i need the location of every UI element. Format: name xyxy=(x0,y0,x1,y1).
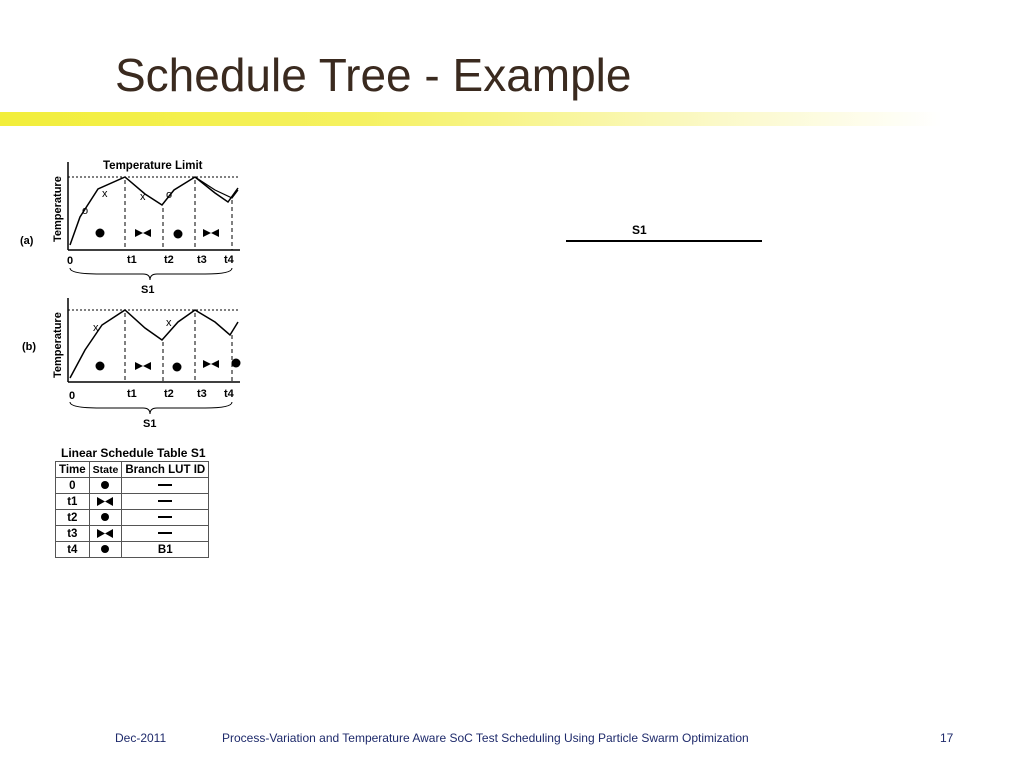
row-branch xyxy=(122,478,209,494)
panel-a-state-dot-1 xyxy=(96,229,105,238)
panel-a-state-bowtie-1 xyxy=(135,229,151,237)
panel-a-tick-t3: t3 xyxy=(197,254,207,266)
footer-date: Dec-2011 xyxy=(115,731,167,745)
panel-b-tick-t2: t2 xyxy=(164,388,174,400)
row-time: 0 xyxy=(56,478,90,494)
row-time: t2 xyxy=(56,510,90,526)
panel-b-tick-t4: t4 xyxy=(224,388,234,400)
panel-b-marker-1: x xyxy=(93,322,99,334)
panel-a-tick-t4: t4 xyxy=(224,254,234,266)
state-dot-icon xyxy=(101,545,109,553)
dash-icon xyxy=(158,532,172,534)
temperature-profile-figure xyxy=(0,150,250,470)
panel-b-tick-t1: t1 xyxy=(127,388,137,400)
panel-b-tick-0: 0 xyxy=(69,390,76,402)
row-branch: B1 xyxy=(122,542,209,558)
state-bowtie-icon xyxy=(97,497,113,506)
panel-b-state-dot-3 xyxy=(232,359,241,368)
panel-b-tick-t3: t3 xyxy=(197,388,207,400)
row-time: t3 xyxy=(56,526,90,542)
header-state: State xyxy=(89,462,122,478)
row-state xyxy=(89,526,122,542)
row-state xyxy=(89,542,122,558)
row-time: t1 xyxy=(56,494,90,510)
slide-title: Schedule Tree - Example xyxy=(115,49,632,101)
header-branch-lut-id: Branch LUT ID xyxy=(122,462,209,478)
table-row xyxy=(56,494,209,510)
dash-icon xyxy=(158,500,172,502)
panel-a-brace xyxy=(70,268,232,280)
row-state xyxy=(89,478,122,494)
row-branch xyxy=(122,526,209,542)
footer-title: Process-Variation and Temperature Aware SoC Test Scheduling Using Particle Swarm Optimization xyxy=(222,731,749,745)
panel-b-state-dot-1 xyxy=(96,362,105,371)
table-row xyxy=(56,478,209,494)
panel-a-tick-t2: t2 xyxy=(164,254,174,266)
row-state xyxy=(89,510,122,526)
panel-a-marker-3: x xyxy=(140,191,146,203)
temperature-limit-label: Temperature Limit xyxy=(103,160,203,172)
row-branch xyxy=(122,510,209,526)
state-dot-icon xyxy=(101,481,109,489)
state-bowtie-icon xyxy=(97,529,113,538)
panel-b-y-axis-label: Temperature xyxy=(52,312,64,378)
panel-a-tick-t1: t1 xyxy=(127,254,137,266)
panel-b-schedule-label: S1 xyxy=(143,418,157,430)
title-underline-bar xyxy=(0,112,1024,126)
linear-schedule-table-block xyxy=(55,446,225,558)
panel-a-label: (a) xyxy=(20,235,34,247)
tree-node-s1-line xyxy=(566,240,762,242)
panel-a-schedule-label: S1 xyxy=(141,284,155,296)
panel-a-temperature-curve xyxy=(70,177,238,245)
state-dot-icon xyxy=(101,513,109,521)
table-row xyxy=(56,542,209,558)
table-row xyxy=(56,526,209,542)
panel-b-state-bowtie-2 xyxy=(203,360,219,368)
row-state xyxy=(89,494,122,510)
panel-a-marker-2: x xyxy=(102,188,108,200)
tree-node-s1-label: S1 xyxy=(632,223,647,237)
table-row xyxy=(56,510,209,526)
row-branch xyxy=(122,494,209,510)
panel-b-state-dot-2 xyxy=(173,363,182,372)
dash-icon xyxy=(158,484,172,486)
footer-page-number: 17 xyxy=(940,731,954,745)
row-time: t4 xyxy=(56,542,90,558)
schedule-table-caption: Linear Schedule Table S1 xyxy=(61,446,206,460)
panel-b-brace xyxy=(70,402,232,414)
panel-a-y-axis-label: Temperature xyxy=(52,176,64,242)
panel-b-marker-2: x xyxy=(166,317,172,329)
header-time: Time xyxy=(56,462,90,478)
panel-a-marker-4: o xyxy=(166,189,173,201)
panel-a-tick-0: 0 xyxy=(67,255,74,267)
linear-schedule-table xyxy=(55,461,209,558)
panel-a-state-dot-2 xyxy=(174,230,183,239)
panel-b-label: (b) xyxy=(22,341,37,353)
schedule-table-header-row xyxy=(56,462,209,478)
panel-a-marker-1: o xyxy=(82,205,89,217)
panel-a-state-bowtie-2 xyxy=(203,229,219,237)
panel-b-temperature-curve xyxy=(70,310,238,378)
dash-icon xyxy=(158,516,172,518)
panel-b-state-bowtie-1 xyxy=(135,362,151,370)
